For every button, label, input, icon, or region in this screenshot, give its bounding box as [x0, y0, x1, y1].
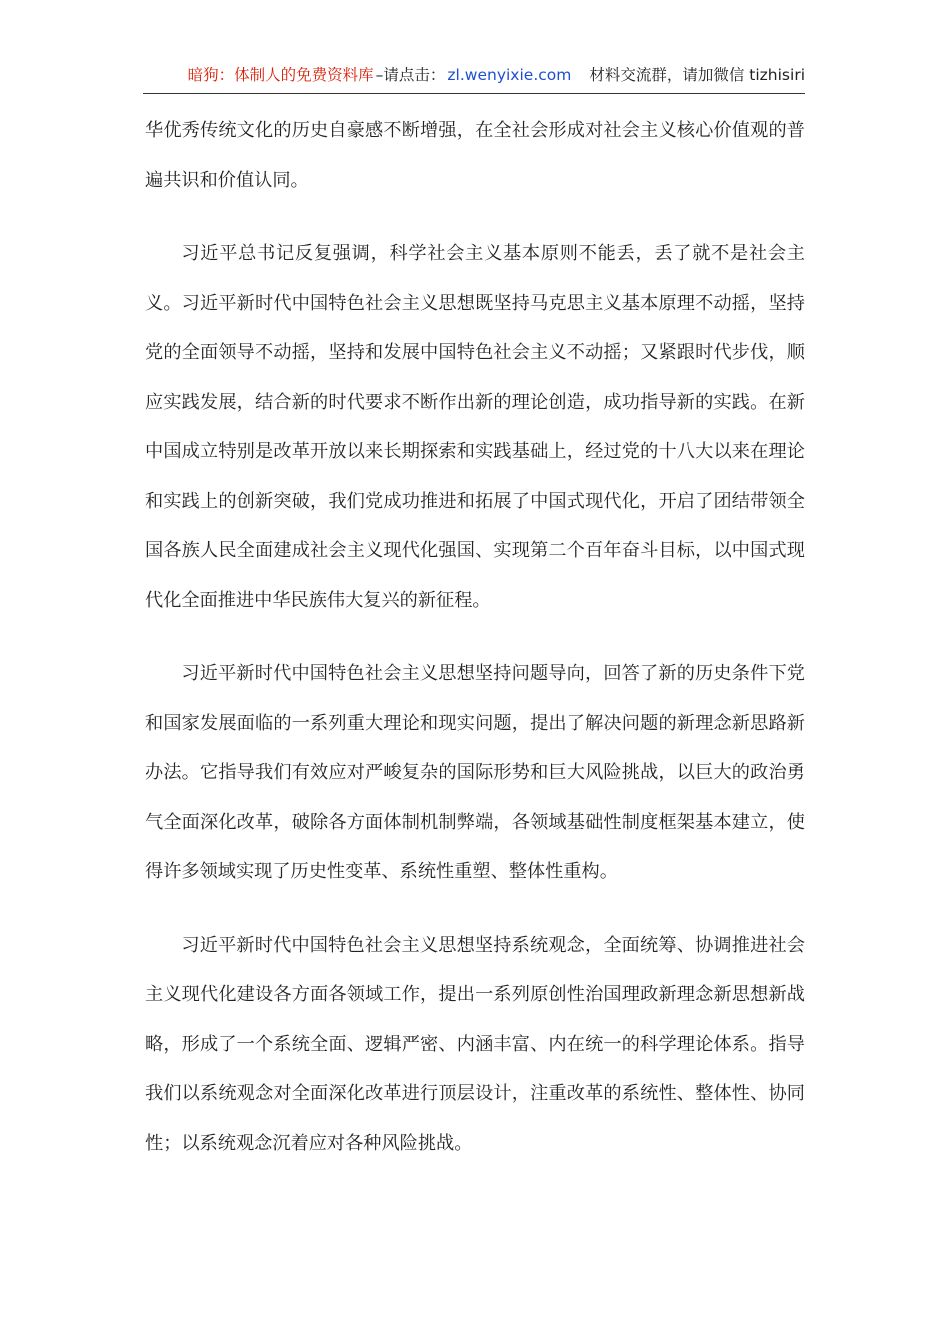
paragraph: 习近平新时代中国特色社会主义思想坚持系统观念，全面统筹、协调推进社会主义现代化建设各方面各领域工作，提出一系列原创性治国理政新理念新思想新战略，形成了一个系统全面、逻辑严密、内涵丰富、内在统一的科学理论体系。指导我们以系统观念对全面深化改革进行顶层设计，注重改革的系统性、整体性、协同性；以系统观念沉着应对各种风险挑战。 [145, 934, 805, 1154]
paragraph: 习近平总书记反复强调，科学社会主义基本原则不能丢，丢了就不是社会主义。习近平新时代中国特色社会主义思想既坚持马克思主义基本原理不动摇，坚持党的全面领导不动摇，坚持和发展中国特色社会主义不动摇；又紧跟时代步伐，顺应实践发展，结合新的时代要求不断作出新的理论创造，成功指导新的实践。在新中国成立特别是改革开放以来长期探索和实践基础上，经过党的十八大以来在理论和实践上的创新突破，我们党成功推进和拓展了中国式现代化，开启了团结带领全国各族人民全面建成社会主义现代化强国、实现第二个百年奋斗目标，以中国式现代化全面推进中华民族伟大复兴的新征程。 [145, 243, 805, 611]
paragraph-continuation: 华优秀传统文化的历史自豪感不断增强，在全社会形成对社会主义核心价值观的普遍共识和价值认同。 [145, 120, 805, 191]
header-brand-text: 暗狗：体制人的免费资料库 [187, 66, 374, 84]
document-body [145, 106, 805, 1192]
header-click-prompt: –请点击： [375, 66, 446, 84]
header-site-link[interactable]: zl.wenyixie.com [447, 66, 572, 84]
header-group-note: 材料交流群，请加微信 tizhisiri [589, 66, 805, 84]
page-header [143, 64, 805, 94]
paragraph: 习近平新时代中国特色社会主义思想坚持问题导向，回答了新的历史条件下党和国家发展面临的一系列重大理论和现实问题，提出了解决问题的新理念新思路新办法。它指导我们有效应对严峻复杂的国际形势和巨大风险挑战，以巨大的政治勇气全面深化改革，破除各方面体制机制弊端，各领域基础性制度框架基本建立，使得许多领域实现了历史性变革、系统性重塑、整体性重构。 [145, 663, 805, 882]
